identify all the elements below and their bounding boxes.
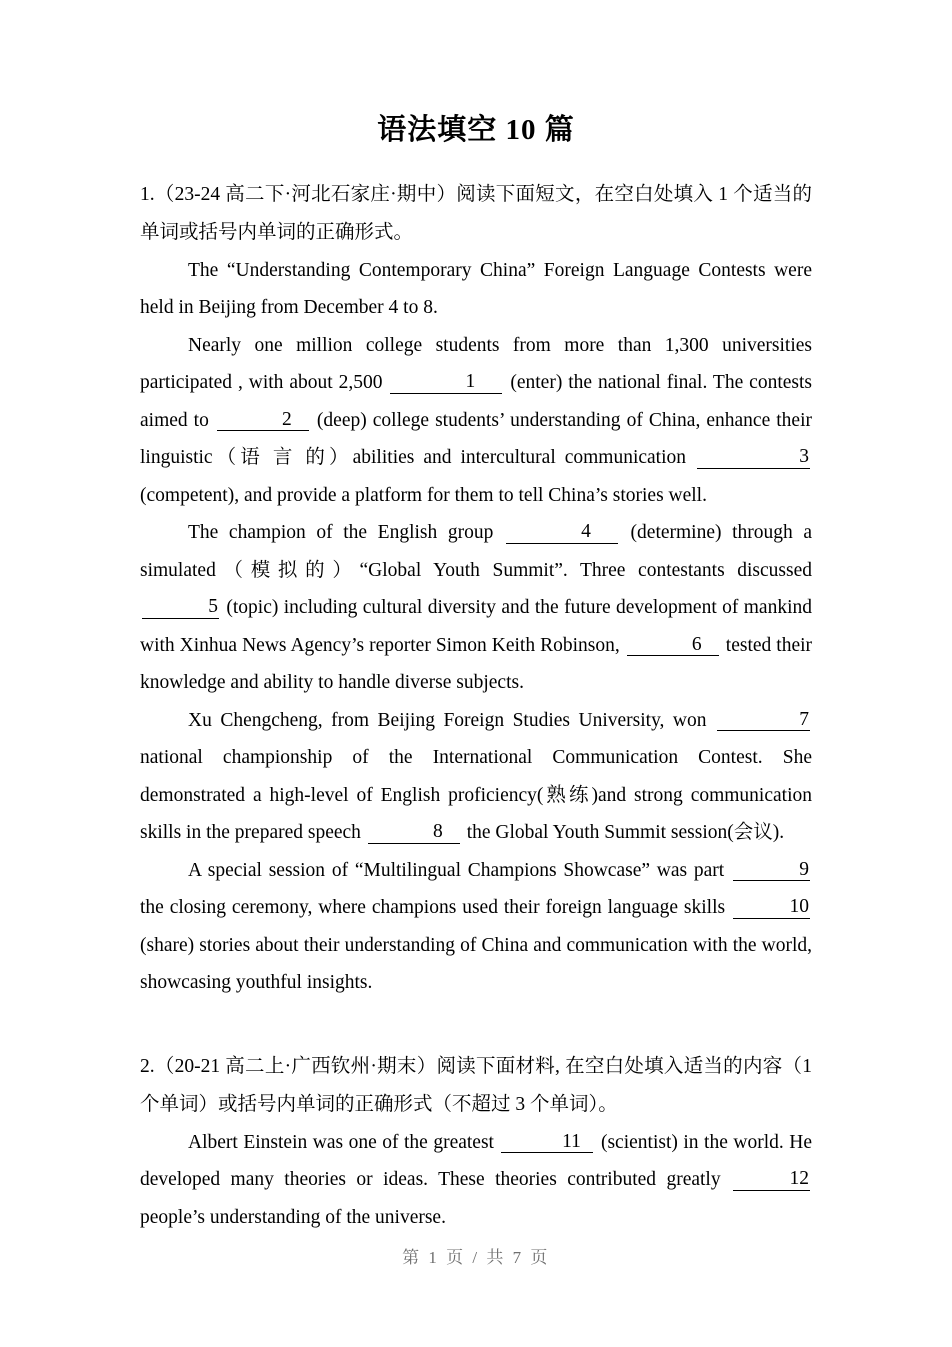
question-prompt: 2.（20-21 高二上·广西钦州·期末）阅读下面材料, 在空白处填入适当的内容（1 个单词）或括号内单词的正确形式（不超过 3 个单词）。: [140, 1055, 812, 1115]
passage-text: tested their knowledge and ability to handle diverse subjects.: [140, 634, 813, 694]
passage-paragraph: [140, 852, 812, 1002]
passage-text: Albert Einstein was one of the greatest: [188, 1131, 500, 1153]
page-footer: 第 1 页 / 共 7 页: [402, 1248, 550, 1267]
passage-text: Nearly one million college students from more than 1,300 universities participated , with about 2,500: [140, 334, 812, 394]
questions-container: [140, 176, 812, 1237]
passage-text: (competent), and provide a platform for them to tell China’s stories well.: [140, 484, 707, 506]
passage-text: people’s understanding of the universe.: [140, 1206, 446, 1228]
passage-paragraph: [140, 1124, 812, 1237]
page-title: 语法填空 10 篇: [377, 114, 575, 146]
answer-blank-10[interactable]: 10: [733, 897, 810, 918]
passage-text: Xu Chengcheng, from Beijing Foreign Studies University, won: [188, 709, 715, 731]
answer-blank-5[interactable]: 5: [142, 597, 219, 618]
answer-blank-9[interactable]: 9: [733, 860, 810, 881]
answer-blank-11[interactable]: 11: [501, 1132, 593, 1153]
answer-blank-1[interactable]: 1: [390, 372, 502, 393]
passage-text: (deep) college students’ understanding of China, enhance their linguistic（语 言 的）abilities and intercultural communication: [140, 409, 812, 469]
passage-paragraph: [140, 702, 812, 852]
answer-blank-7[interactable]: 7: [717, 710, 810, 731]
passage-text: national championship of the International Communication Contest. She demonstrated a high-level of English proficiency(熟练)and strong communication skills in the prepared speech: [140, 747, 812, 844]
passage-text: (share) stories about their understanding of China and communication with the world, showcasing youthful insights.: [140, 934, 812, 994]
passage-text: the Global Youth Summit session(会议).: [461, 822, 785, 844]
answer-blank-3[interactable]: 3: [697, 447, 810, 468]
answer-blank-8[interactable]: 8: [368, 822, 460, 843]
passage-paragraph: [140, 252, 812, 327]
passage-paragraph: [140, 327, 812, 515]
answer-blank-4[interactable]: 4: [506, 522, 618, 543]
question-prompt: 1.（23-24 高二下·河北石家庄·期中）阅读下面短文，在空白处填入 1 个适当的单词或括号内单词的正确形式。: [140, 183, 812, 243]
passage-paragraph: [140, 514, 812, 702]
answer-blank-12[interactable]: 12: [733, 1169, 810, 1190]
passage-text: (determine) through a simulated（模拟的）“Global Youth Summit”. Three contestants discussed: [140, 522, 813, 581]
passage-text: (scientist) in the world. He developed many theories or ideas. These theories contributed greatly: [140, 1131, 812, 1191]
passage-text: The champion of the English group: [188, 522, 504, 544]
answer-blank-6[interactable]: 6: [627, 635, 719, 656]
passage-text: (enter) the national final. The contests aimed to: [140, 372, 812, 431]
document-content: [140, 112, 812, 1236]
passage-text: the closing ceremony, where champions used their foreign language skills: [140, 897, 731, 919]
answer-blank-2[interactable]: 2: [217, 410, 309, 431]
passage-text: (topic) including cultural diversity and the future development of mankind with Xinhua News Agency’s reporter Simon Keith Robinson,: [140, 597, 812, 656]
section-gap: [140, 1002, 812, 1048]
passage-text: A special session of “Multilingual Champions Showcase” was part: [188, 859, 731, 881]
passage-text: The “Understanding Contemporary China” Foreign Language Contests were held in Beijing from December 4 to 8.: [140, 259, 812, 319]
